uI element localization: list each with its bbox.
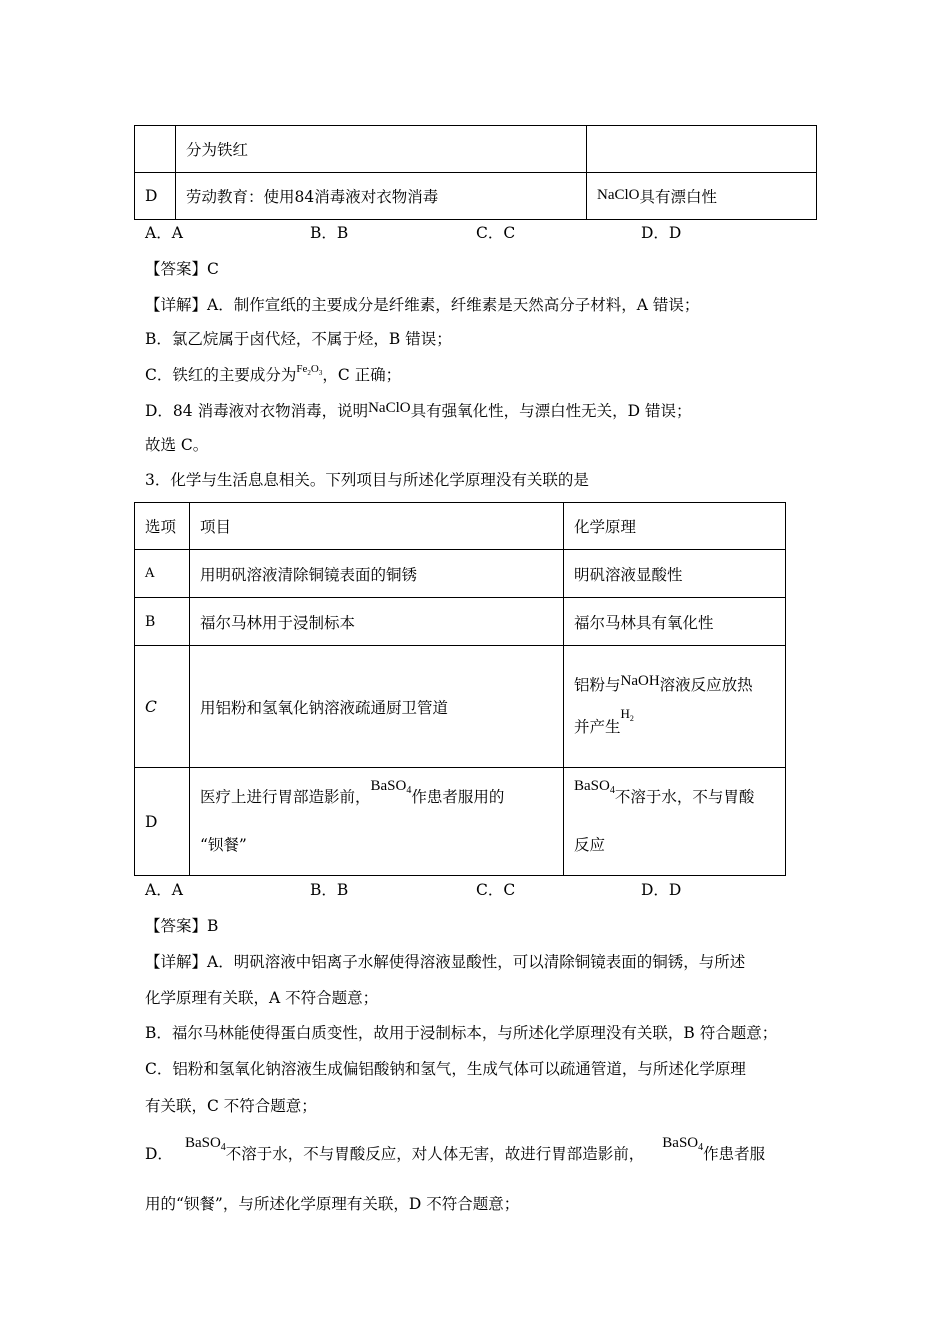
explain-a-line2: 化学原理有关联，A 不符合题意；	[145, 989, 379, 1007]
subscript: 2	[629, 713, 634, 723]
formula	[621, 706, 634, 721]
formula: NaClO	[368, 400, 411, 416]
text: 铝粉与	[574, 675, 621, 694]
table-cell: B	[135, 598, 190, 646]
text: BaSO	[662, 1135, 699, 1151]
table-cell: 用铝粉和氢氧化钠溶液疏通厨卫管道	[190, 646, 564, 768]
explain-d	[145, 400, 692, 420]
table-cell: 项目	[190, 503, 564, 550]
explain-b: B．福尔马林能使得蛋白质变性，故用于浸制标本，与所述化学原理没有关联，B 符合题意；	[145, 1024, 778, 1042]
answer: 【答案】B	[145, 917, 219, 935]
table-q3	[134, 502, 786, 876]
subscript: 3	[318, 369, 323, 378]
subscript: 4	[406, 784, 412, 796]
formula: NaOH	[620, 672, 660, 689]
table-cell: D	[135, 173, 176, 220]
table-cell	[564, 646, 786, 768]
table-cell: 化学原理	[564, 503, 786, 550]
subscript: 4	[220, 1142, 226, 1153]
cell-line-1	[574, 672, 775, 694]
option-a: A．A	[145, 224, 183, 242]
explain-c-line2: 有关联，C 不符合题意；	[145, 1097, 317, 1115]
text: ，C 正确；	[322, 366, 402, 384]
option-a: A．A	[145, 881, 183, 899]
subscript: 4	[609, 784, 615, 796]
table-cell: C	[135, 646, 190, 768]
table-row	[135, 768, 786, 876]
explain-b: B．氯乙烷属于卤代烃，不属于烃，B 错误；	[145, 330, 452, 348]
cell-line-2	[574, 705, 775, 736]
table-cell: D	[135, 768, 190, 876]
table-cell: A	[135, 550, 190, 598]
table-row	[135, 503, 786, 550]
formula: NaClO	[597, 187, 640, 203]
text: Fe	[296, 363, 308, 375]
table-cell: 福尔马林用于浸制标本	[190, 598, 564, 646]
cell-line-1	[200, 777, 553, 806]
table-row	[135, 646, 786, 768]
text: 具有强氧化性，与漂白性无关，D 错误；	[410, 402, 692, 420]
explain-a-line1: 【详解】A．明矾溶液中铝离子水解使得溶液显酸性，可以清除铜镜表面的铜锈，与所述	[145, 953, 746, 971]
explain-d-line2: 用的“钡餐”，与所述化学原理有关联，D 不符合题意；	[145, 1195, 520, 1213]
text: 作患者服用的	[411, 787, 505, 806]
table-row	[135, 126, 817, 173]
table-row	[135, 550, 786, 598]
subscript: 2	[307, 369, 311, 378]
table-cell: 用明矾溶液清除铜镜表面的铜锈	[190, 550, 564, 598]
cell-line-1	[574, 777, 775, 806]
formula	[371, 778, 412, 794]
text: BaSO	[184, 1135, 221, 1151]
cell-line-2: “钡餐”	[200, 835, 247, 854]
option-b: B．B	[310, 224, 349, 242]
question-stem: 3．化学与生活息息相关。下列项目与所述化学原理没有关联的是	[145, 471, 589, 489]
text: H	[620, 705, 630, 721]
table-cell: 福尔马林具有氧化性	[564, 598, 786, 646]
cell-line-2: 反应	[574, 835, 606, 854]
explain-end: 故选 C。	[145, 436, 209, 454]
table-cell: 分为铁红	[176, 126, 587, 173]
text: 并产生	[574, 717, 621, 736]
table-cell: 劳动教育：使用84消毒液对衣物消毒	[176, 173, 587, 220]
table-cell: 明矾溶液显酸性	[564, 550, 786, 598]
text: O	[310, 363, 319, 375]
text: 溶液反应放热	[659, 675, 753, 694]
answer: 【答案】C	[145, 260, 219, 278]
table-row	[135, 598, 786, 646]
table-cell	[587, 173, 817, 220]
formula	[662, 1135, 703, 1151]
text: 作患者服	[703, 1145, 766, 1163]
option-d: D．D	[641, 224, 682, 242]
text: 不溶于水，不与胃酸	[614, 787, 755, 806]
option-c: C．C	[476, 881, 516, 899]
explain-a: 【详解】A．制作宣纸的主要成分是纤维素，纤维素是天然高分子材料，A 错误；	[145, 296, 700, 314]
table-cell	[587, 126, 817, 173]
text: 医疗上进行胃部造影前，	[200, 787, 371, 806]
formula	[296, 363, 323, 378]
explain-c-line1: C．铝粉和氢氧化钠溶液生成偏铝酸钠和氢气，生成气体可以疏通管道，与所述化学原理	[145, 1060, 746, 1078]
table-cell	[564, 768, 786, 876]
table-cell	[135, 126, 176, 173]
explain-c	[145, 363, 402, 385]
text: D．84 消毒液对衣物消毒，说明	[145, 402, 369, 420]
formula	[574, 778, 615, 794]
table-row	[135, 173, 817, 220]
formula	[185, 1135, 226, 1151]
subscript: 4	[698, 1142, 704, 1153]
option-b: B．B	[310, 881, 349, 899]
text: D．	[145, 1145, 173, 1163]
text: 不溶于水，不与胃酸反应，对人体无害，故进行胃部造影前，	[225, 1145, 645, 1163]
explain-d-line1	[145, 1135, 766, 1163]
text: BaSO	[574, 777, 610, 794]
table-cell: 选项	[135, 503, 190, 550]
table-cell	[190, 768, 564, 876]
option-c: C．C	[476, 224, 516, 242]
text: C．铁红的主要成分为	[145, 366, 297, 384]
text: BaSO	[370, 777, 407, 794]
table-prev	[134, 125, 817, 220]
option-d: D．D	[641, 881, 682, 899]
cell-text: 具有漂白性	[639, 188, 718, 206]
